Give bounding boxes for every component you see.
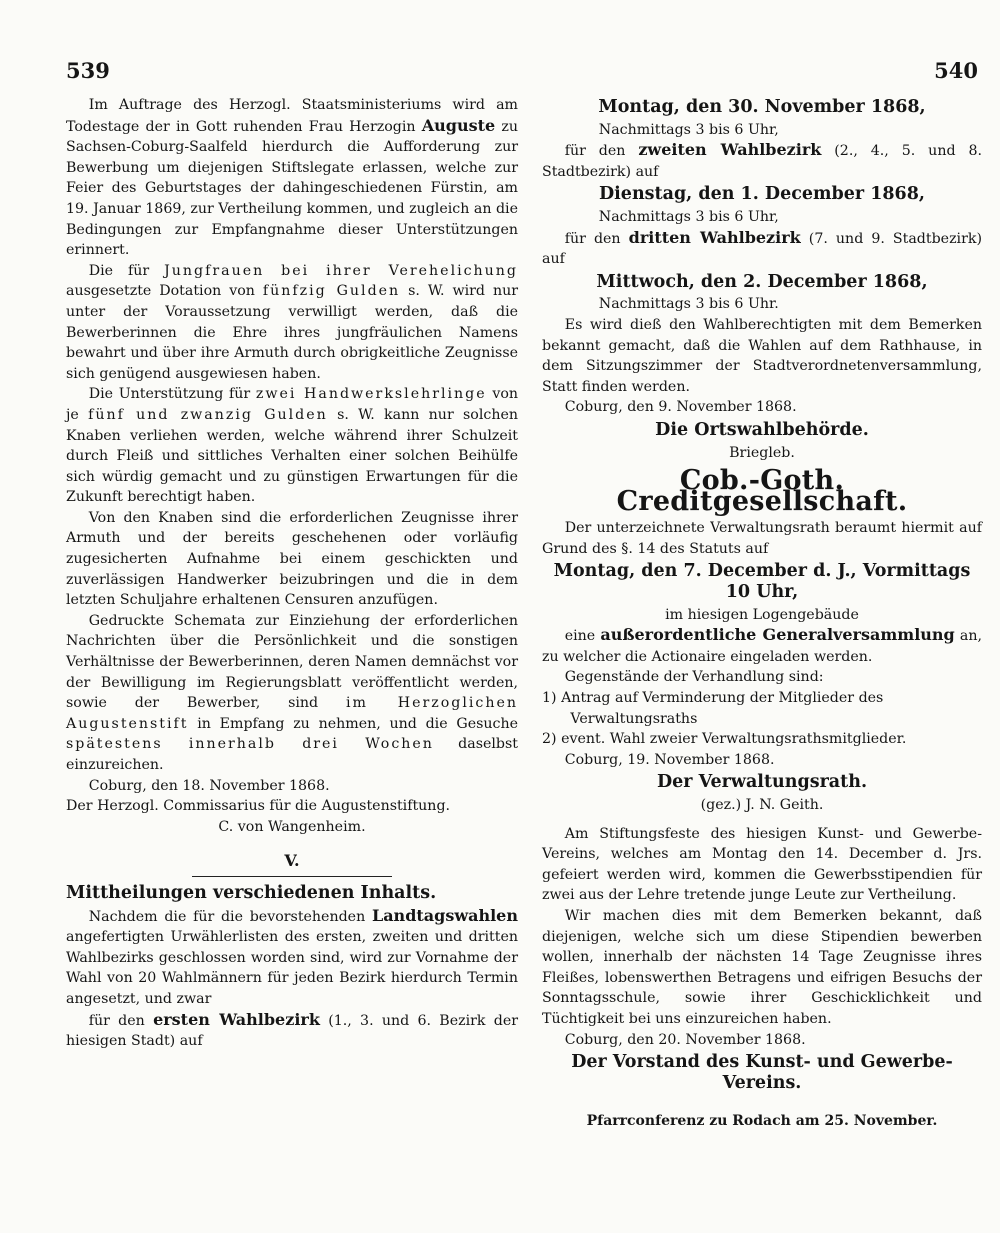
notice-paragraph-2: Die für Jungfrauen bei ihrer Verehelichung ausgesetzte Dotation von fünfzig Gulden s. W. wird nur unter der Voraussetzung verwilligt werden, daß die Bewerberinnen die Ehre ihres jungfräulichen Namens bewahrt und über ihre Armuth durch obrigkeitliche Zeugnisse sich genügend ausgewiesen haben.: [66, 262, 519, 382]
section-number: V.: [284, 851, 300, 871]
meeting-date: Montag, den 7. December d. J., Vormittags 10 Uhr,: [553, 561, 971, 603]
election-time-3: Nachmittags 3 bis 6 Uhr.: [598, 296, 779, 313]
election-notice-date: Coburg, den 9. November 1868.: [564, 399, 797, 416]
board-signature: Der Verwaltungsrath.: [656, 772, 868, 793]
closing-headline: Pfarrconferenz zu Rodach am 25. November.: [586, 1113, 938, 1130]
credit-date: Coburg, 19. November 1868.: [564, 751, 775, 768]
signature-line-1: Der Herzogl. Commissarius für die Augustenstiftung.: [66, 798, 451, 815]
notice-date: Coburg, den 18. November 1868.: [88, 777, 330, 794]
notice-paragraph-3: Die Unterstützung für zwei Handwerkslehrlinge von je fünf und zwanzig Gulden s. W. kann nur solchen Knaben verliehen werden, welche während ihrer Schulzeit durch Fleiß und sittliches Verhalten einer solchen Beihülfe sich würdig gemacht und zu günstigen Erwartungen für die Zukunft berechtigt haben.: [66, 386, 519, 506]
election-authority-signature: Die Ortswahlbehörde.: [655, 419, 869, 440]
election-date-2: Dienstag, den 1. December 1868,: [598, 184, 926, 205]
election-notice-paragraph: Es wird dieß den Wahlberechtigten mit dem Bemerken bekannt gemacht, daß die Wahlen auf dem Rathhause, in dem Sitzungszimmer der Stadtverordnetenversammlung, Statt finden werden.: [542, 316, 982, 395]
second-district-line: für den zweiten Wahlbezirk (2., 4., 5. und 8. Stadtbezirk) auf: [542, 140, 982, 180]
election-authority-name: Briegleb.: [729, 444, 795, 461]
election-date-1: Montag, den 30. November 1868,: [598, 97, 926, 117]
guild-paragraph-1: Am Stiftungsfeste des hiesigen Kunst- und Gewerbe-Vereins, welches am Montag den 14. December d. Jrs. gefeiert werden wird, kommen die Gewerbsstipendien für zwei aus der Lehre tretende junge Leute zur Vertheilung.: [542, 825, 982, 904]
agenda-heading: Gegenstände der Verhandlung sind:: [564, 669, 824, 686]
page-number-left: 539: [66, 58, 110, 83]
notice-paragraph-4: Von den Knaben sind die erforderlichen Zeugnisse ihrer Armuth und der bereits geschehenen oder vorläufig zugesicherten Aufnahme bei einem geschickten und zuverlässigen Handwerker beizubringen und die in dem letzten Schuljahre erhaltenen Censuren anzufügen.: [66, 509, 518, 609]
agenda-item-1: 1) Antrag auf Verminderung der Mitglieder des Verwaltungsraths: [542, 690, 884, 727]
credit-society-title: Cob.-Goth. Creditgesellschaft.: [616, 465, 908, 517]
credit-paragraph-2: eine außerordentliche Generalversammlung an, zu welcher die Actionaire eingeladen werden.: [542, 625, 982, 665]
election-paragraph: Nachdem die für die bevorstehenden Landtagswahlen angefertigten Urwählerlisten des ersten, zweiten und dritten Wahlbezirks geschlossen worden sind, wird zur Vornahme der Wahl von 20 Wahlmännern für jeden Bezirk hierdurch Termin angesetzt, und zwar: [66, 905, 518, 1007]
signature-name: C. von Wangenheim.: [218, 818, 366, 835]
notice-paragraph-5: Gedruckte Schemata zur Einziehung der erforderlichen Nachrichten über die Persönlichkeit und die sonstigen Verhältnisse der Bewerberinnen, deren Namen demnächst vor der Bewilligung im Regierungsblatt veröffentlicht werden, sowie der Bewerber, sind im Herzoglichen Augustenstift in Empfang zu nehmen, und die Gesuche spätestens innerhalb drei Wochen daselbst einzureichen.: [66, 612, 518, 773]
section-title: Mittheilungen verschiedenen Inhalts.: [66, 882, 437, 903]
third-district-line: für den dritten Wahlbezirk (7. und 9. Stadtbezirk) auf: [542, 227, 982, 268]
page-number-right: 540: [934, 58, 978, 83]
notice-paragraph-1: Im Auftrage des Herzogl. Staatsministeriums wird am Todestage der in Gott ruhenden Frau Herzogin Auguste zu Sachsen-Coburg-Saalfeld hierdurch die Aufforderung zur Bewerbung um diejenigen Stiftslegate erlassen, welche zur Feier des Geburtstages der dahingeschiedenen Fürstin, am 19. Januar 1869, zur Vertheilung kommen, und zugleich an die Bedingungen zur Empfangnahme dieser Unterstützungen erinnert.: [66, 97, 519, 259]
agenda-item-2: 2) event. Wahl zweier Verwaltungsrathsmitglieder.: [542, 731, 907, 748]
election-time-1: Nachmittags 3 bis 6 Uhr,: [598, 121, 779, 138]
name-auguste: Auguste: [421, 115, 496, 135]
meeting-location: im hiesigen Logengebäude: [665, 606, 859, 623]
guild-date: Coburg, den 20. November 1868.: [564, 1031, 806, 1048]
board-signer: (gez.) J. N. Geith.: [700, 797, 824, 813]
first-district-line: für den ersten Wahlbezirk (1., 3. und 6. Bezirk der hiesigen Stadt) auf: [66, 1009, 519, 1050]
election-date-3: Mittwoch, den 2. December 1868,: [596, 271, 928, 292]
guild-signature: Der Vorstand des Kunst- und Gewerbe-Vereins.: [571, 1052, 953, 1093]
right-column: [542, 95, 982, 1132]
left-column: [66, 95, 518, 1052]
credit-paragraph-1: Der unterzeichnete Verwaltungsrath beraumt hiermit auf Grund des §. 14 des Statuts auf: [542, 520, 982, 557]
guild-paragraph-2: Wir machen dies mit dem Bemerken bekannt, daß diejenigen, welche sich um diese Stipendien bewerben wollen, innerhalb der nächsten 14 Tage Zeugnisse ihres Fleißes, lobenswerthen Betragens und eifrigen Besuchs der Sonntagsschule, sowie ihrer Geschicklichkeit und Tüchtigkeit bei uns einzureichen haben.: [542, 907, 982, 1027]
section-divider: [192, 876, 392, 877]
election-time-2: Nachmittags 3 bis 6 Uhr,: [598, 208, 779, 225]
